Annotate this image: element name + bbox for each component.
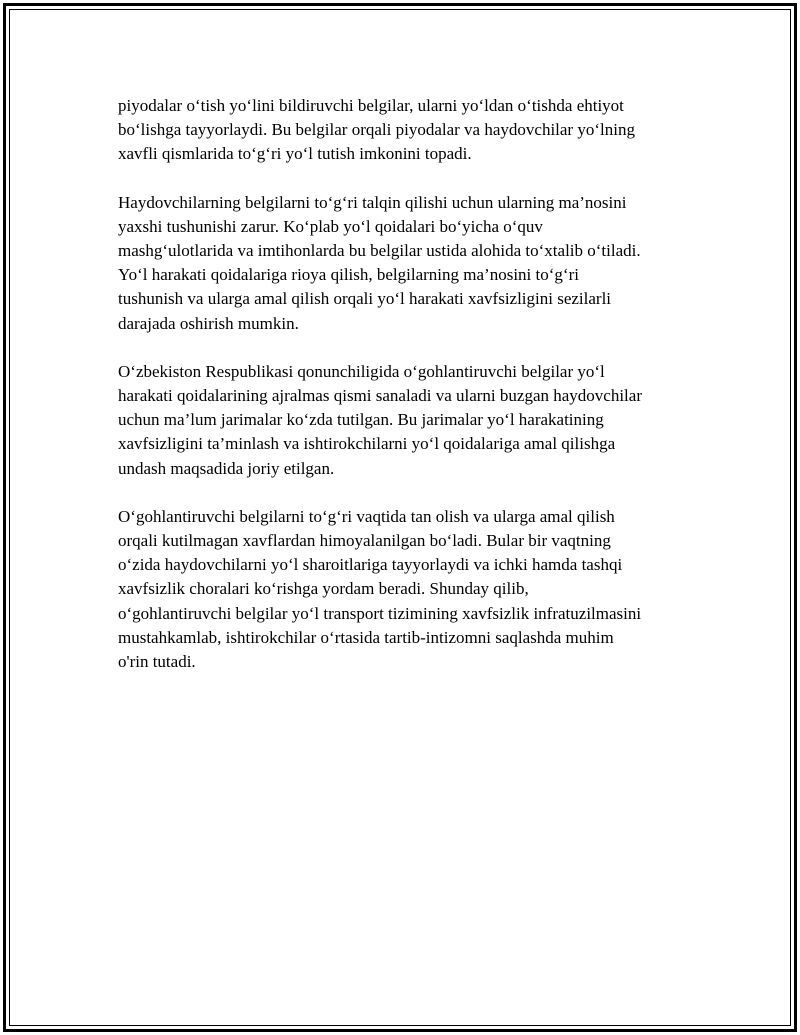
paragraph-4: O‘gohlantiruvchi belgilarni to‘g‘ri vaqtida tan olish va ularga amal qilish orqali kutilmagan xavflardan himoyalanilgan bo‘ladi. Bular bir vaqtning o‘zida haydovchilarni yo‘l sharoitlariga tayyorlaydi va ichki hamda tashqi xavfsizlik choralari ko‘rishga yordam beradi. Shunday qilib, o‘gohlantiruvchi belgilar yo‘l transport tizimining xavfsizlik infratuzilmasini mustahkamlab, ishtirokchilar o‘rtasida tartib-intizomni saqlashda muhim o'rin tutadi. <box>118 506 642 672</box>
document-body <box>118 94 693 698</box>
paragraph-1: piyodalar o‘tish yo‘lini bildiruvchi belgilar, ularni yo‘ldan o‘tishda ehtiyot bo‘lishga tayyorlaydi. Bu belgilar orqali piyodalar va haydovchilar yo‘lning xavfli qismlarida to‘g‘ri yo‘l tutish imkonini topadi. <box>118 96 635 164</box>
paragraph-3: O‘zbekiston Respublikasi qonunchiligida o‘gohlantiruvchi belgilar yo‘l harakati qoidalarining ajralmas qismi sanaladi va ularni buzgan haydovchilar uchun ma’lum jarimalar ko‘zda tutilgan. Bu jarimalar yo‘l harakatining xavfsizligini ta’minlash va ishtirokchilarni yo‘l qoidalariga amal qilishga undash maqsadida joriy etilgan. <box>118 361 642 478</box>
paragraph-2: Haydovchilarning belgilarni to‘g‘ri talqin qilishi uchun ularning ma’nosini yaxshi tushunishi zarur. Ko‘plab yo‘l qoidalari bo‘yicha o‘quv mashg‘ulotlarida va imtihonlarda bu belgilar ustida alohida to‘xtalib o‘tiladi. Yo‘l harakati qoidalariga rioya qilish, belgilarning ma’nosini to‘g‘ri tushunish va ularga amal qilish orqali yo‘l harakati xavfsizligini sezilarli darajada oshirish mumkin. <box>118 192 641 333</box>
